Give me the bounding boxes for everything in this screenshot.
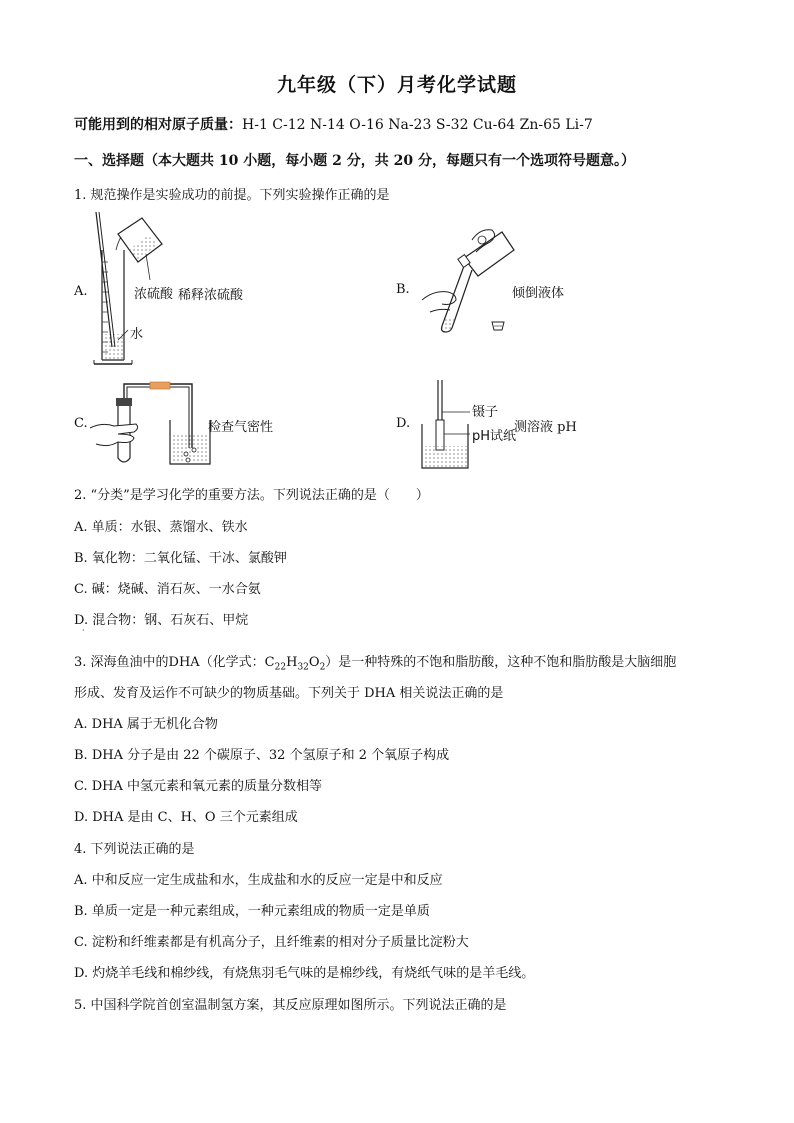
label-tweezers: 镊子 xyxy=(472,405,499,420)
q4-option-a: A. 中和反应一定生成盐和水，生成盐和水的反应一定是中和反应 xyxy=(74,873,443,888)
q1-option-d-caption: 测溶液 pH xyxy=(514,420,577,435)
q5-stem: 5. 中国科学院首创室温制氢方案，其反应原理如图所示。下列说法正确的是 xyxy=(74,998,507,1013)
q1-option-b-letter: B. xyxy=(396,282,410,297)
q4-option-d: D. 灼烧羊毛线和棉纱线，有烧焦羽毛气味的是棉纱线，有烧纸气味的是羊毛线。 xyxy=(74,966,535,981)
q2-option-b: B. 氧化物：二氧化锰、干冰、氯酸钾 xyxy=(74,551,287,566)
airtightness-figure xyxy=(88,378,218,468)
q4-option-b: B. 单质一定是一种元素组成，一种元素组成的物质一定是单质 xyxy=(74,904,430,919)
label-water: 水 xyxy=(130,327,144,342)
q4-option-c: C. 淀粉和纤维素都是有机高分子，且纤维素的相对分子质量比淀粉大 xyxy=(74,935,469,950)
pour-liquid-figure xyxy=(412,218,522,333)
q2-option-a: A. 单质：水银、蒸馏水、铁水 xyxy=(74,520,248,535)
stray-mark: · xyxy=(82,626,85,635)
q3-stem-line1: 3. 深海鱼油中的DHA（化学式：$C_{22}H_{32}O_2$）是一种特殊的不饱和脂肪酸，这种不饱和脂肪酸是大脑细胞 xyxy=(74,655,677,673)
q3-option-d: D. DHA 是由 C、H、O 三个元素组成 xyxy=(74,810,298,825)
q1-option-c-letter: C. xyxy=(74,416,88,431)
q3-option-c: C. DHA 中氢元素和氧元素的质量分数相等 xyxy=(74,779,323,794)
q1-option-c-caption: 检查气密性 xyxy=(208,420,274,435)
q1-option-a-caption: 稀释浓硫酸 xyxy=(178,288,244,303)
measure-ph-figure xyxy=(412,376,522,472)
q1-option-b-caption: 倾倒液体 xyxy=(512,286,565,301)
section-heading: 一、选择题（本大题共 10 小题，每小题 2 分，共 20 分，每题只有一个选项符号题意。） xyxy=(74,153,635,169)
q3-option-b: B. DHA 分子是由 22 个碳原子、32 个氢原子和 2 个氧原子构成 xyxy=(74,748,450,763)
atomic-mass-line xyxy=(74,114,593,134)
q1-option-d-letter: D. xyxy=(396,416,411,431)
q2-stem: 2. “分类”是学习化学的重要方法。下列说法正确的是（ ） xyxy=(74,488,429,503)
label-ph-paper: pH试纸 xyxy=(472,429,517,444)
q1-stem: 1. 规范操作是实验成功的前提。下列实验操作正确的是 xyxy=(74,188,390,203)
atomic-mass-values: H-1 C-12 N-14 O-16 Na-23 S-32 Cu-64 Zn-65 Li-7 xyxy=(242,117,593,133)
q3-option-a: A. DHA 属于无机化合物 xyxy=(74,717,218,732)
q1-option-a-letter: A. xyxy=(74,284,88,299)
q4-stem: 4. 下列说法正确的是 xyxy=(74,842,195,857)
q3-stem-line2: 形成、发育及运作不可缺少的物质基础。下列关于 DHA 相关说法正确的是 xyxy=(74,686,504,701)
atomic-mass-label: 可能用到的相对原子质量： xyxy=(74,117,242,133)
q2-option-d: D. 混合物：钢、石灰石、甲烷 xyxy=(74,613,249,628)
label-acid: 浓硫酸 xyxy=(134,287,174,302)
page-title: 九年级（下）月考化学试题 xyxy=(276,74,517,96)
q2-option-c: C. 碱：烧碱、消石灰、一水合氨 xyxy=(74,582,261,597)
